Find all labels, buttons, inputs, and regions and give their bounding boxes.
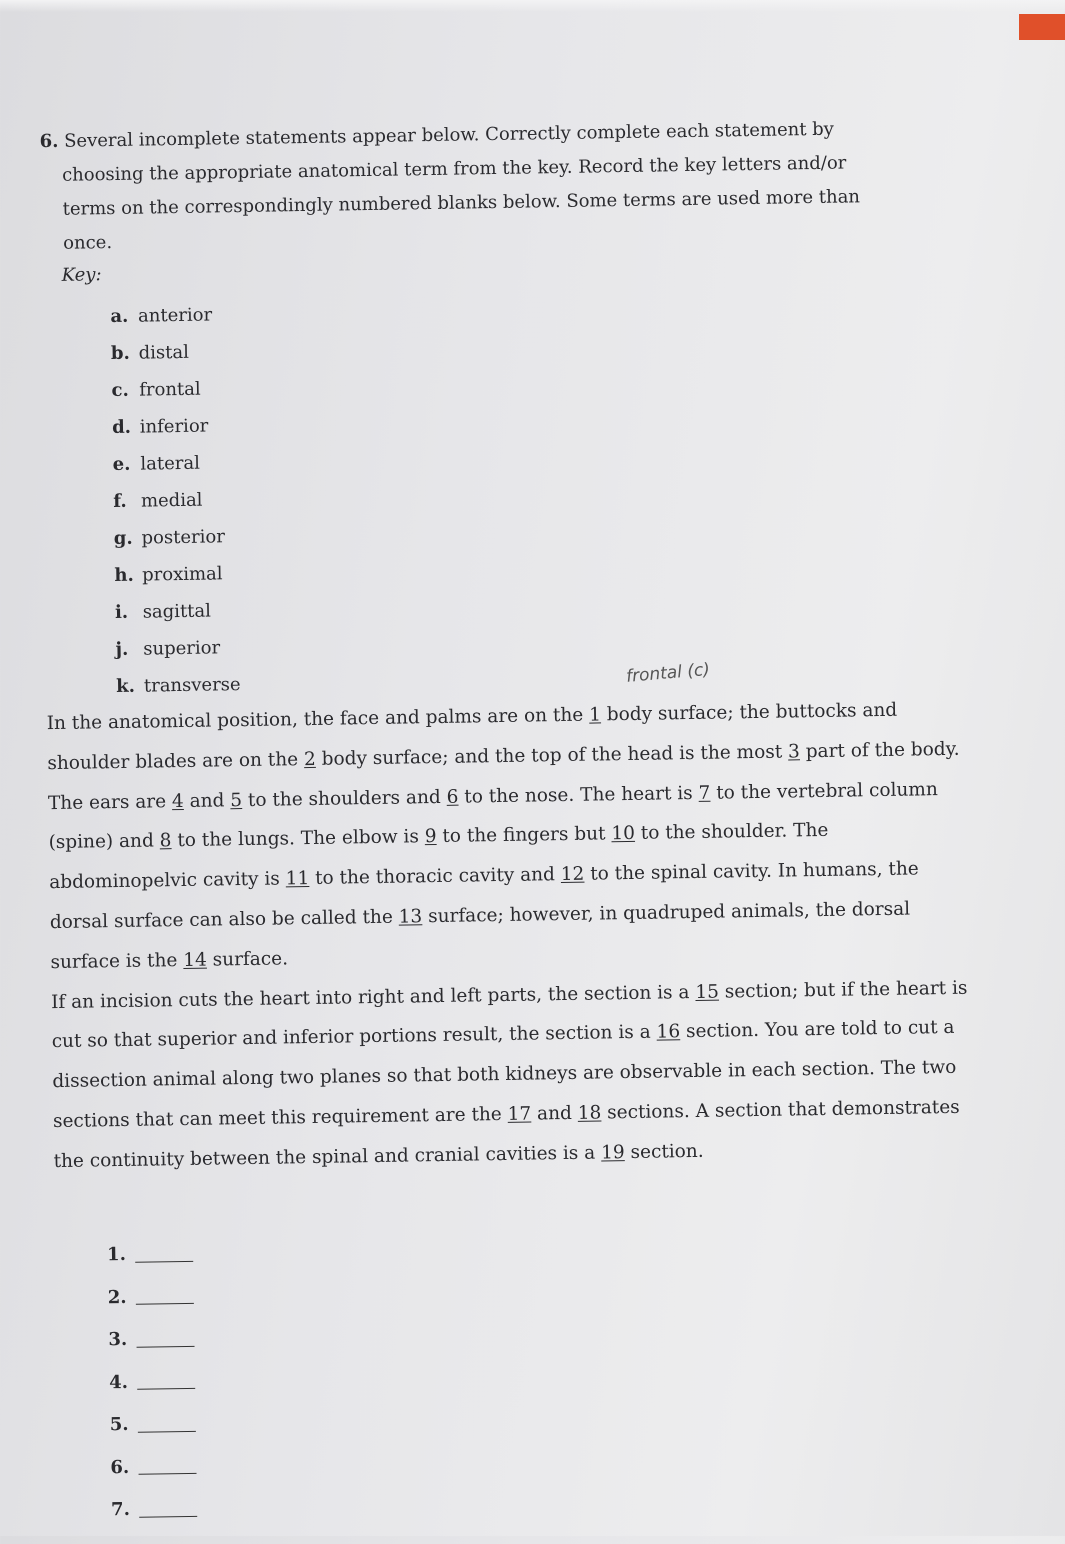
blank-number: 19 — [600, 1141, 625, 1164]
passage-text: body surface; and the top of the head is the most — [315, 741, 789, 770]
blank-number: 2 — [303, 748, 316, 770]
passage-text: to the shoulder. The abdominopelvic cavity is — [49, 820, 829, 894]
passage — [46, 690, 978, 1182]
key-term: distal — [138, 341, 190, 364]
answer-line — [110, 1445, 197, 1489]
key-item — [114, 518, 239, 557]
key-item — [116, 666, 241, 705]
passage-text: surface. — [206, 948, 289, 971]
passage-text: to the vertebral column (spine) and — [48, 778, 938, 854]
key-term: sagittal — [142, 600, 212, 623]
passage-text: section. — [624, 1140, 704, 1163]
key-term: superior — [143, 637, 221, 660]
answer-line — [108, 1318, 195, 1362]
key-letter: d. — [111, 416, 132, 439]
answer-line — [111, 1488, 198, 1532]
passage-text: section; but if the heart is cut so that superior and inferior portions result, the section is a — [51, 977, 968, 1053]
key-term: proximal — [141, 563, 223, 586]
blank-number: 16 — [656, 1021, 681, 1043]
blank-number: 17 — [507, 1103, 532, 1125]
passage-text: to the spinal cavity. In humans, the dorsal surface can also be called the — [49, 858, 919, 934]
blank-number: 9 — [424, 826, 437, 848]
answer-number: 3. — [108, 1328, 128, 1351]
key-list — [110, 296, 241, 705]
key-letter: b. — [110, 342, 130, 365]
passage-paragraph-1 — [46, 690, 975, 983]
answer-number: 4. — [108, 1371, 129, 1393]
key-letter: k. — [116, 675, 136, 698]
passage-text: and — [183, 789, 231, 812]
blank-number: 14 — [183, 949, 207, 971]
passage-text: In the anatomical position, the face and palms are on the — [46, 704, 590, 735]
key-item — [111, 370, 236, 409]
key-letter: a. — [110, 305, 129, 328]
answer-blanks — [107, 1233, 198, 1532]
answer-blank[interactable] — [139, 1501, 197, 1517]
key-item — [112, 444, 237, 483]
key-item — [113, 481, 238, 520]
question-text-line1: Several incomplete statements appear below. Correctly complete each statement by — [63, 118, 835, 152]
key-letter: e. — [112, 453, 131, 476]
blank-number: 4 — [171, 790, 184, 812]
answer-line — [107, 1233, 194, 1277]
answer-blank[interactable] — [136, 1289, 194, 1305]
blank-number: 12 — [560, 863, 585, 886]
key-item — [110, 296, 235, 335]
question-text-rest: choosing the appropriate anatomical term from the key. Record the key letters and/or terms on the correspondingly numbered blanks below. Some terms are used more than once. — [61, 152, 861, 254]
passage-text: section. You are told to cut a dissection animal along two planes so that both kidneys are observable in each section. The two sections that can meet this requirement are the — [52, 1017, 957, 1133]
key-term: medial — [140, 489, 203, 512]
key-item — [114, 555, 239, 594]
key-item — [112, 407, 237, 446]
blank-number: 10 — [611, 823, 636, 845]
answer-blank[interactable] — [137, 1374, 195, 1390]
blank-number: 11 — [285, 868, 310, 890]
answer-number: 5. — [109, 1413, 129, 1436]
blank-number: 7 — [698, 782, 711, 804]
key-term: lateral — [140, 452, 201, 475]
question-number: 6. — [39, 130, 59, 153]
key-letter: c. — [111, 379, 129, 402]
answer-blank[interactable] — [136, 1331, 194, 1347]
key-item — [115, 629, 240, 668]
blank-number: 15 — [695, 981, 720, 1003]
answer-number: 6. — [110, 1456, 130, 1478]
key-term: inferior — [139, 415, 209, 438]
blank-number: 13 — [398, 906, 423, 928]
passage-text: to the shoulders and — [241, 786, 447, 811]
blank-number: 6 — [446, 786, 459, 808]
question-prompt — [39, 112, 901, 261]
answer-number: 1. — [106, 1243, 127, 1266]
answer-line — [107, 1275, 194, 1319]
key-label: Key: — [61, 264, 102, 286]
handwritten-annotation: frontal (c) — [625, 659, 711, 687]
passage-text: to the lungs. The elbow is — [171, 826, 425, 852]
blank-number: 8 — [159, 830, 172, 852]
passage-paragraph-2 — [51, 968, 979, 1181]
blank-number: 1 — [588, 704, 602, 726]
passage-text: body surface; the buttocks and shoulder blades are on the — [47, 699, 898, 774]
key-item — [115, 592, 240, 631]
passage-text: and — [531, 1102, 578, 1125]
key-letter: j. — [115, 638, 129, 661]
passage-text: to the fingers but — [436, 823, 612, 848]
answer-blank[interactable] — [138, 1459, 196, 1475]
answer-blank[interactable] — [135, 1246, 193, 1262]
key-item — [111, 333, 236, 372]
key-term: transverse — [143, 674, 241, 697]
blank-number: 18 — [577, 1102, 602, 1124]
passage-text: If an incision cuts the heart into right and left parts, the section is a — [50, 981, 696, 1013]
key-letter: h. — [114, 564, 134, 587]
key-term: frontal — [139, 378, 201, 401]
blank-number: 3 — [787, 741, 801, 763]
answer-line — [109, 1403, 196, 1447]
key-letter: i. — [114, 601, 129, 624]
passage-text: to the nose. The heart is — [458, 782, 699, 808]
answer-number: 2. — [107, 1286, 127, 1308]
blank-number: 5 — [230, 789, 243, 811]
passage-text: to the thoracic cavity and — [309, 864, 561, 890]
answer-blank[interactable] — [138, 1416, 196, 1432]
key-term: posterior — [141, 526, 226, 549]
passage-text: part of the body. The ears are — [47, 738, 960, 814]
key-term: anterior — [137, 304, 213, 327]
answer-number: 7. — [110, 1498, 131, 1521]
answer-line — [109, 1360, 196, 1404]
passage-text: sections. A section that demonstrates the continuity between the spinal and cranial cavities is a — [53, 1096, 960, 1172]
passage-text: surface; however, in quadruped animals, the dorsal surface is the — [50, 898, 911, 973]
key-letter: g. — [113, 527, 133, 550]
key-letter: f. — [113, 490, 127, 513]
